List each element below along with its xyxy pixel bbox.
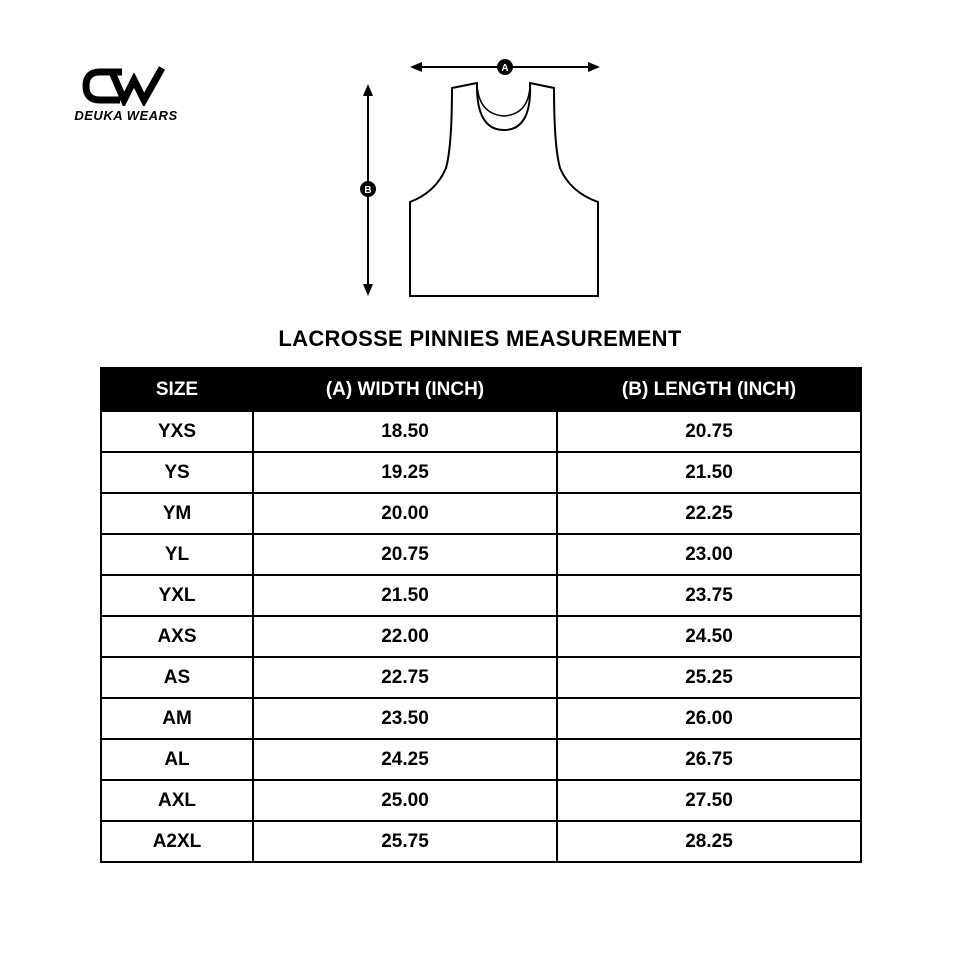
length-cell: 24.50 bbox=[557, 616, 861, 657]
table-row bbox=[101, 739, 861, 780]
width-cell: 24.25 bbox=[253, 739, 557, 780]
table-row bbox=[101, 411, 861, 452]
width-cell: 22.75 bbox=[253, 657, 557, 698]
marker-b: B bbox=[364, 185, 372, 196]
table-row bbox=[101, 575, 861, 616]
width-cell: 20.75 bbox=[253, 534, 557, 575]
table-header-row bbox=[101, 368, 861, 411]
width-cell: 25.75 bbox=[253, 821, 557, 862]
table-row bbox=[101, 821, 861, 862]
cw-logo-icon bbox=[82, 66, 170, 106]
width-arrow bbox=[410, 59, 600, 75]
size-cell: YXL bbox=[101, 575, 253, 616]
length-cell: 26.00 bbox=[557, 698, 861, 739]
length-cell: 23.75 bbox=[557, 575, 861, 616]
header-size: SIZE bbox=[101, 368, 253, 411]
size-cell: AL bbox=[101, 739, 253, 780]
marker-a: A bbox=[501, 63, 509, 74]
size-cell: YM bbox=[101, 493, 253, 534]
size-chart-table bbox=[100, 367, 862, 863]
width-cell: 23.50 bbox=[253, 698, 557, 739]
length-cell: 25.25 bbox=[557, 657, 861, 698]
length-cell: 27.50 bbox=[557, 780, 861, 821]
length-cell: 20.75 bbox=[557, 411, 861, 452]
width-cell: 18.50 bbox=[253, 411, 557, 452]
pinnie-outline bbox=[410, 83, 598, 296]
length-cell: 22.25 bbox=[557, 493, 861, 534]
page-title: LACROSSE PINNIES MEASUREMENT bbox=[278, 326, 682, 351]
table-row bbox=[101, 534, 861, 575]
length-cell: 28.25 bbox=[557, 821, 861, 862]
length-cell: 23.00 bbox=[557, 534, 861, 575]
table-row bbox=[101, 452, 861, 493]
width-cell: 25.00 bbox=[253, 780, 557, 821]
pinnie-diagram bbox=[340, 50, 620, 310]
size-cell: AS bbox=[101, 657, 253, 698]
table-row bbox=[101, 616, 861, 657]
width-cell: 22.00 bbox=[253, 616, 557, 657]
brand-name: DEUKA WEARS bbox=[74, 108, 178, 123]
size-cell: YS bbox=[101, 452, 253, 493]
size-cell: YXS bbox=[101, 411, 253, 452]
size-cell: AXS bbox=[101, 616, 253, 657]
table-row bbox=[101, 780, 861, 821]
length-cell: 26.75 bbox=[557, 739, 861, 780]
size-cell: AXL bbox=[101, 780, 253, 821]
size-cell: A2XL bbox=[101, 821, 253, 862]
width-cell: 19.25 bbox=[253, 452, 557, 493]
width-cell: 20.00 bbox=[253, 493, 557, 534]
size-cell: YL bbox=[101, 534, 253, 575]
length-cell: 21.50 bbox=[557, 452, 861, 493]
width-cell: 21.50 bbox=[253, 575, 557, 616]
header-length: (B) LENGTH (INCH) bbox=[557, 368, 861, 411]
header-width: (A) WIDTH (INCH) bbox=[253, 368, 557, 411]
length-arrow bbox=[360, 84, 376, 296]
table-row bbox=[101, 657, 861, 698]
brand-logo bbox=[56, 66, 196, 126]
table-row bbox=[101, 698, 861, 739]
table-row bbox=[101, 493, 861, 534]
size-cell: AM bbox=[101, 698, 253, 739]
